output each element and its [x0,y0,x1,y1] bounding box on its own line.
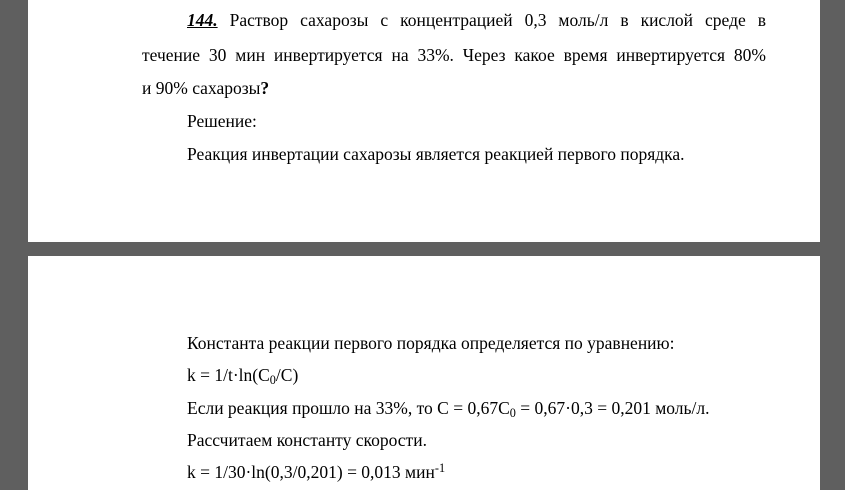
solution-label: Решение: [187,111,257,131]
problem-number: 144. [187,10,218,30]
rate-formula-part-a: k = 1/t·ln(C [187,365,270,385]
concentration-calc-part-a: Если реакция прошло на 33%, то C = 0,67C [187,398,510,418]
document-page-1 [28,0,820,242]
constant-intro: Константа реакции первого порядка определяется по уравнению: [187,333,675,353]
reaction-statement: Реакция инвертации сахарозы является реакцией первого порядка. [187,144,685,164]
concentration-calc-subscript: 0 [509,406,516,420]
rate-constant-result [187,461,445,483]
calc-rate-label: Рассчитаем константу скорости. [187,430,427,450]
rate-constant-unit-exponent: -1 [434,461,446,475]
document-page-2 [28,256,820,490]
concentration-calc-part-b: = 0,67·0,3 = 0,201 моль/л. [515,398,710,418]
problem-line-1 [187,9,766,31]
rate-formula-subscript: 0 [269,373,276,387]
problem-text-3: и 90% сахарозы [142,78,261,98]
problem-line-3 [142,77,269,99]
rate-formula [187,364,298,386]
rate-formula-part-b: /C) [275,365,299,385]
rate-constant-value: k = 1/30·ln(0,3/0,201) = 0,013 мин [187,462,435,482]
concentration-calc [187,397,709,419]
problem-line-2: течение 30 мин инвертируется на 33%. Через какое время инвертируется 80% [142,45,766,65]
problem-text-1: Раствор сахарозы с концентрацией 0,3 моль/л в кислой среде в [229,10,767,30]
question-mark: ? [260,78,270,98]
